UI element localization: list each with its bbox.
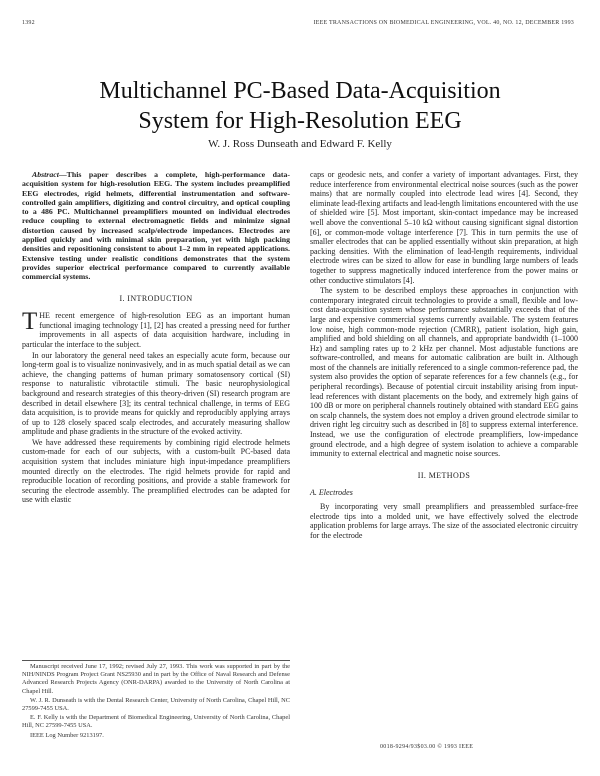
footnote-author-1: W. J. R. Dunseath is with the Dental Research Center, University of North Carolina, Chapel Hill, NC 27599-7455 USA. [22,696,290,713]
right-paragraph-2: The system to be described employs these approaches in conjunction with contemporary integrated circuit technologies to provide a small, flexible and low-cost data-acquisition system whose performance substantially exceeds that of the large and expensive commercial systems currently available. The system features low noise, high common-mode rejection (CMRR), patient isolation, high gain, amplified and bold shielding on all channels, and appropriate bandwidth (1–1000 Hz) and sampling rates up to 2 kHz per channel. Most adjustable functions are software-controlled, and means for automatic calibration are built in. Although most of the channels are initially referenced to a single common-reference pad, the system also provides the option of separate references for a few channels (e.g., for peripheral recordings). Because of potential circuit instability arising from input-lead references with distant placements on the body, and extremely high gains of 100 dB or more on peripheral channels routinely obtained with standard EEG gains on scalp channels, the system does not employ a driven ground electrode similar to driven right leg circuitry such as described in [8] to suppress external interference. Instead, we use the configuration of electrode preamplifiers, low-impedance ground electrode, and a high degree of system isolation to achieve a comparable immunity to external electrical and magnetic noise sources. [310,286,578,459]
abstract-text: —This paper describes a complete, high-performance data-acquisition system for high-resolution EEG. The system includes preamplified EEG electrodes, rigid helmets, differential instrumentation and software-controlled gain amplifiers, digitizing and control circuitry, and optical coupling to a 486 PC. Multichannel preamplifiers mounted on individual electrodes reduce coupling to external electromagnetic fields and minimize signal distortion caused by increased scalp/electrode impedances. Electrodes are applied quickly and with minimal skin preparation, yet with high packing densities and repositioning consistent to about 1–2 mm in repeated applications. Extensive testing under realistic conditions demonstrates that the system provides superior electrical performance compared to currently available commercial systems. [22,170,290,282]
footnote-author-2: E. F. Kelly is with the Department of Biomedical Engineering, University of North Carolina, Chapel Hill, NC 27599-7455 USA. [22,714,290,730]
running-header [22,20,574,32]
title-line-1: Multichannel PC-Based Data-Acquisition [99,78,501,104]
title-line-2: System for High-Resolution EEG [138,108,462,134]
page-number: 1392 [22,20,35,26]
intro-paragraph-2: In our laboratory the general need takes an especially acute form, because our long-term goal is to visualize noninvasively, and in as much spatial detail as we can achieve, the changing patterns of human primary somatosensory cortical (SI) response to naturalistic vibrotactile stimuli. The basic neurophysiological background and research strategies of this theory-driven (SI) research program are described in detail elsewhere [3]; its central technical challenge, in terms of EEG data acquisition, is to provide means for quickly and reproducibly applying arrays of up to 128 closely spaced scalp electrodes, and accurately measuring shallow amplitude and phase gradients in the structure of the evoked activity. [22,350,290,437]
abstract-label: Abstract [32,170,59,179]
copyright-code: 0018-9294/93$03.00 © 1993 IEEE [380,744,474,750]
paper-title [40,76,560,136]
author-line: W. J. Ross Dunseath and Edward F. Kelly [208,138,392,150]
left-column [22,170,290,506]
intro-paragraph-1-text: HE recent emergence of high-resolution EEG as an important human functional imaging technology [1], [2] has created a pressing need for further improvements in all aspects of data acquisition hardware, including in particular the interface to the subject. [22,311,290,349]
section-heading-methods: II. METHODS [417,470,471,480]
footnotes [22,660,290,741]
right-paragraph-3: By incorporating very small preamplifiers and preassembled surface-free electrode tips into a molded unit, we have effectively solved the electrode application problems for large arrays. The size of the associated electronic circuitry for the electrode [310,502,578,540]
drop-cap: T [22,308,38,336]
subsection-heading-electrodes: A. Electrodes [310,488,353,498]
intro-paragraph-3: We have addressed these requirements by combining rigid electrode helmets custom-made for each of our subjects, with a custom-built PC-based data acquisition system that includes miniature high input-impedance preamplifiers mounted directly on the electrodes. The rigid helmets provide for rapid and reproducible location of recording positions, and provide a stable framework for securing the electrode assembly. The preamplified electrodes can be adapted for use with elastic [22,437,290,505]
journal-header: IEEE TRANSACTIONS ON BIOMEDICAL ENGINEERING, VOL. 40, NO. 12, DECEMBER 1993 [313,20,574,26]
section-heading-introduction: I. INTRODUCTION [119,293,193,303]
abstract [22,170,290,282]
footnote-log-number: IEEE Log Number 9213197. [30,731,104,739]
right-paragraph-1: caps or geodesic nets, and confer a variety of important advantages. First, they reduce interference from environmental electrical noise sources (such as the power mains) that are normally coupled into electrode lead wires [4]. Second, they eliminate lead-flexing artifacts and lead-length limitations encountered with the use of shielded wire [5]. Most important, skin-contact impedance may be increased well above the conventional 5–10 kΩ without causing significant signal distortion [6], or common-mode voltage interference [7]. This in turn permits the use of smaller electrodes that can be applied essentially without skin preparation, at high packing densities. With the elimination of lead-length requirements, individual electrode wires can be sized to allow for ease in bundling large numbers of leads together to suppress magnetically induced interference from the power mains or other conductive stimulators [4]. [310,170,578,285]
footnote-manuscript: Manuscript received June 17, 1992; revised July 27, 1993. This work was supported in part by the NIH/NINDS Program Project Grant NS25930 and in part by the Office of Naval Research and Defense Advanced Research Projects Agency (ONR-DARPA) awarded to the University of North Carolina at Chapel Hill. [22,663,290,695]
right-column [310,170,578,541]
intro-paragraph-1 [22,308,290,349]
